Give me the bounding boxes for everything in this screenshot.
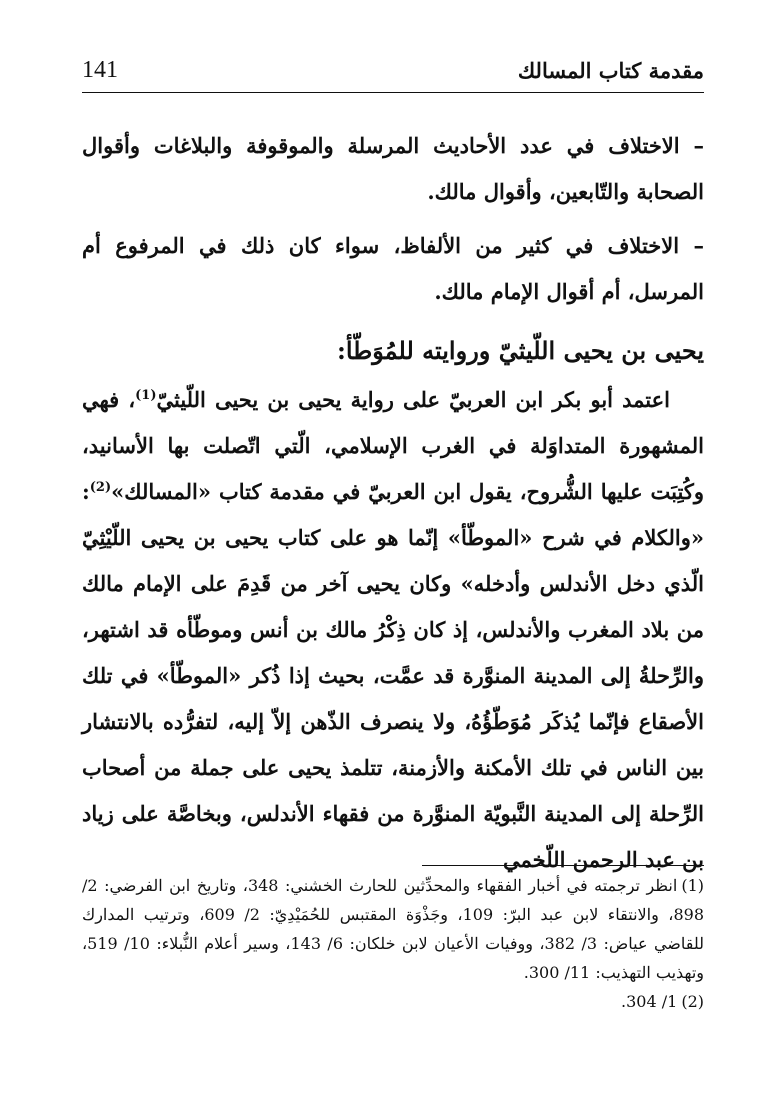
- paragraph-text: : «والكلام في شرح «الموطّأ» إنّما هو على كتاب يحيى بن يحيى اللّيْثِيّ الّذي دخل الأندلس وأدخله» وكان يحيى آخر من قَدِمَ على الإمام مالك من بلاد المغرب والأندلس، إذ كان ذِكْرُ مالك بن أنس وموطّأه قد اشتهر، والرِّحلةُ إلى المدينة المنوَّرة قد عمَّت، بحيث إذا ذُكر «الموطّأ» في تلك الأصقاع فإنّما يُذكَر مُوَطّؤُهُ، ولا ينصرف الذّهن إلاّ إليه، لتفرُّده بالانتشار بين الناس في تلك الأمكنة والأزمنة، تتلمذ يحيى على جملة من أصحاب الرِّحلة إلى المدينة النَّبويّة المنوَّرة من فقهاء الأندلس، وبخاصَّة على زياد بن عبد الرحمن اللّخمي: [82, 479, 704, 872]
- body-paragraph: [82, 377, 704, 883]
- section-heading: يحيى بن يحيى اللّيثيّ وروايته للمُوَطّأ:: [336, 336, 704, 365]
- footnote-number: (1): [681, 876, 704, 895]
- page-number: 141: [82, 57, 118, 83]
- footnote-number: (2): [681, 992, 704, 1011]
- main-text: [82, 123, 704, 883]
- paragraph-text: اعتمد أبو بكر ابن العربيّ على رواية يحيى بن يحيى اللّيثيّ: [156, 387, 670, 412]
- paragraph-text: ، فهي المشهورة المتداوَلة في الغرب الإسلامي، الّتي اتّصلت بها الأسانيد، وكُتِبَت عليها الشُّروح، يقول ابن العربيّ في مقدمة كتاب «المسالك»: [82, 387, 704, 504]
- bullet-paragraph: – الاختلاف في كثير من الألفاظ، سواء كان ذلك في المرفوع أم المرسل، أم أقوال الإمام مالك.: [82, 233, 704, 304]
- footnote-text: انظر ترجمته في أخبار الفقهاء والمحدِّثين للحارث الخشني: 348، وتاريخ ابن الفرضي: 2/ 898، والانتقاء لابن عبد البرّ: 109، وجَذْوَة المقتبس للحُمَيْدِيّ: 2/ 609، وترتيب المدارك للقاضي عياض: 3/ 382، ووفيات الأعيان لابن خلكان: 6/ 143، وسير أعلام النُّبلاء: 10/ 519، وتهذيب التهذيب: 11/ 300.: [82, 876, 705, 982]
- bullet-paragraph: – الاختلاف في عدد الأحاديث المرسلة والموقوفة والبلاغات وأقوال الصحابة والتّابعين، وأقوال مالك.: [82, 133, 704, 204]
- footnote-separator: [422, 865, 704, 866]
- footnotes: [82, 871, 704, 1016]
- footnote-text: 1/ 304.: [621, 992, 678, 1011]
- footnote: [82, 987, 704, 1016]
- footnote: [82, 871, 704, 987]
- book-page: [82, 48, 704, 1058]
- footnote-reference[interactable]: (1): [135, 388, 157, 403]
- footnote-reference[interactable]: (2): [89, 480, 112, 495]
- running-title: مقدمة كتاب المسالك: [517, 57, 704, 83]
- page-header: [82, 48, 704, 93]
